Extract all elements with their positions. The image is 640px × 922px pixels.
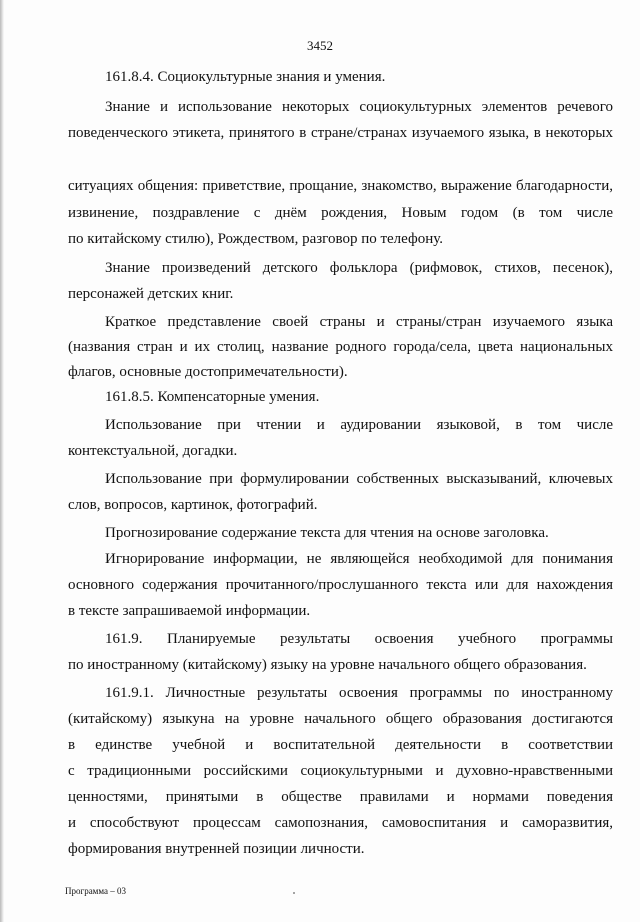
text-line: по иностранному (китайскому) языку на уровне начального общего образования.: [68, 657, 587, 673]
text-line: в единстве учебной и воспитательной деятельности в соответствии: [68, 737, 613, 753]
text-line: слов, вопросов, картинок, фотографий.: [68, 497, 318, 513]
scan-speck: [293, 892, 295, 894]
text-line: ценностями, принятыми в обществе правилами и нормами поведения: [68, 789, 613, 805]
text-line: извинение, поздравление с днём рождения, Новым годом (в том числе: [68, 205, 613, 221]
text-line: основного содержания прочитанного/прослушанного текста или для нахождения: [68, 577, 613, 593]
text-line: (китайскому) языкуна на уровне начального общего образования достигаются: [68, 711, 613, 727]
text-line: Игнорирование информации, не являющейся необходимой для понимания: [105, 551, 613, 567]
text-line: Краткое представление своей страны и страны/стран изучаемого языка: [105, 314, 613, 330]
text-line: Знание произведений детского фольклора (рифмовок, стихов, песенок),: [105, 260, 613, 276]
text-line: поведенческого этикета, принятого в стране/странах изучаемого языка, в некоторых: [68, 125, 613, 141]
text-line: в тексте запрашиваемой информации.: [68, 603, 311, 619]
text-line: Знание и использование некоторых социокультурных элементов речевого: [105, 99, 613, 115]
text-line: Использование при формулировании собственных высказываний, ключевых: [105, 471, 613, 487]
section-heading: 161.9. Планируемые результаты освоения учебного программы: [105, 631, 613, 647]
text-line: ситуациях общения: приветствие, прощание, знакомство, выражение благодарности,: [68, 178, 613, 194]
text-line: контекстуальной, догадки.: [68, 443, 238, 459]
text-line: по китайскому стилю), Рождеством, разговор по телефону.: [68, 231, 444, 247]
text-line: и способствуют процессам самопознания, самовоспитания и саморазвития,: [68, 815, 613, 831]
text-line: Прогнозирование содержание текста для чтения на основе заголовка.: [105, 525, 549, 541]
text-line: флагов, основные достопримечательности).: [68, 364, 348, 380]
footer-label: Программа – 03: [65, 886, 127, 896]
text-line: 161.8.4. Социокультурные знания и умения.: [105, 69, 386, 85]
section-heading: 161.8.5. Компенсаторные умения.: [105, 389, 320, 405]
text-line: формирования внутренней позиции личности.: [68, 841, 365, 857]
text-line: (названия стран и их столиц, название родного города/села, цвета национальных: [68, 339, 613, 355]
text-line: 161.9.1. Личностные результаты освоения программы по иностранному: [105, 685, 613, 701]
text-line: персонажей детских книг.: [68, 286, 234, 302]
page-number: 3452: [307, 38, 333, 53]
scan-edge-shadow: [0, 0, 4, 922]
text-line: Использование при чтении и аудировании языковой, в том числе: [105, 417, 613, 433]
text-line: с традиционными российскими социокультурными и духовно-нравственными: [68, 763, 613, 779]
